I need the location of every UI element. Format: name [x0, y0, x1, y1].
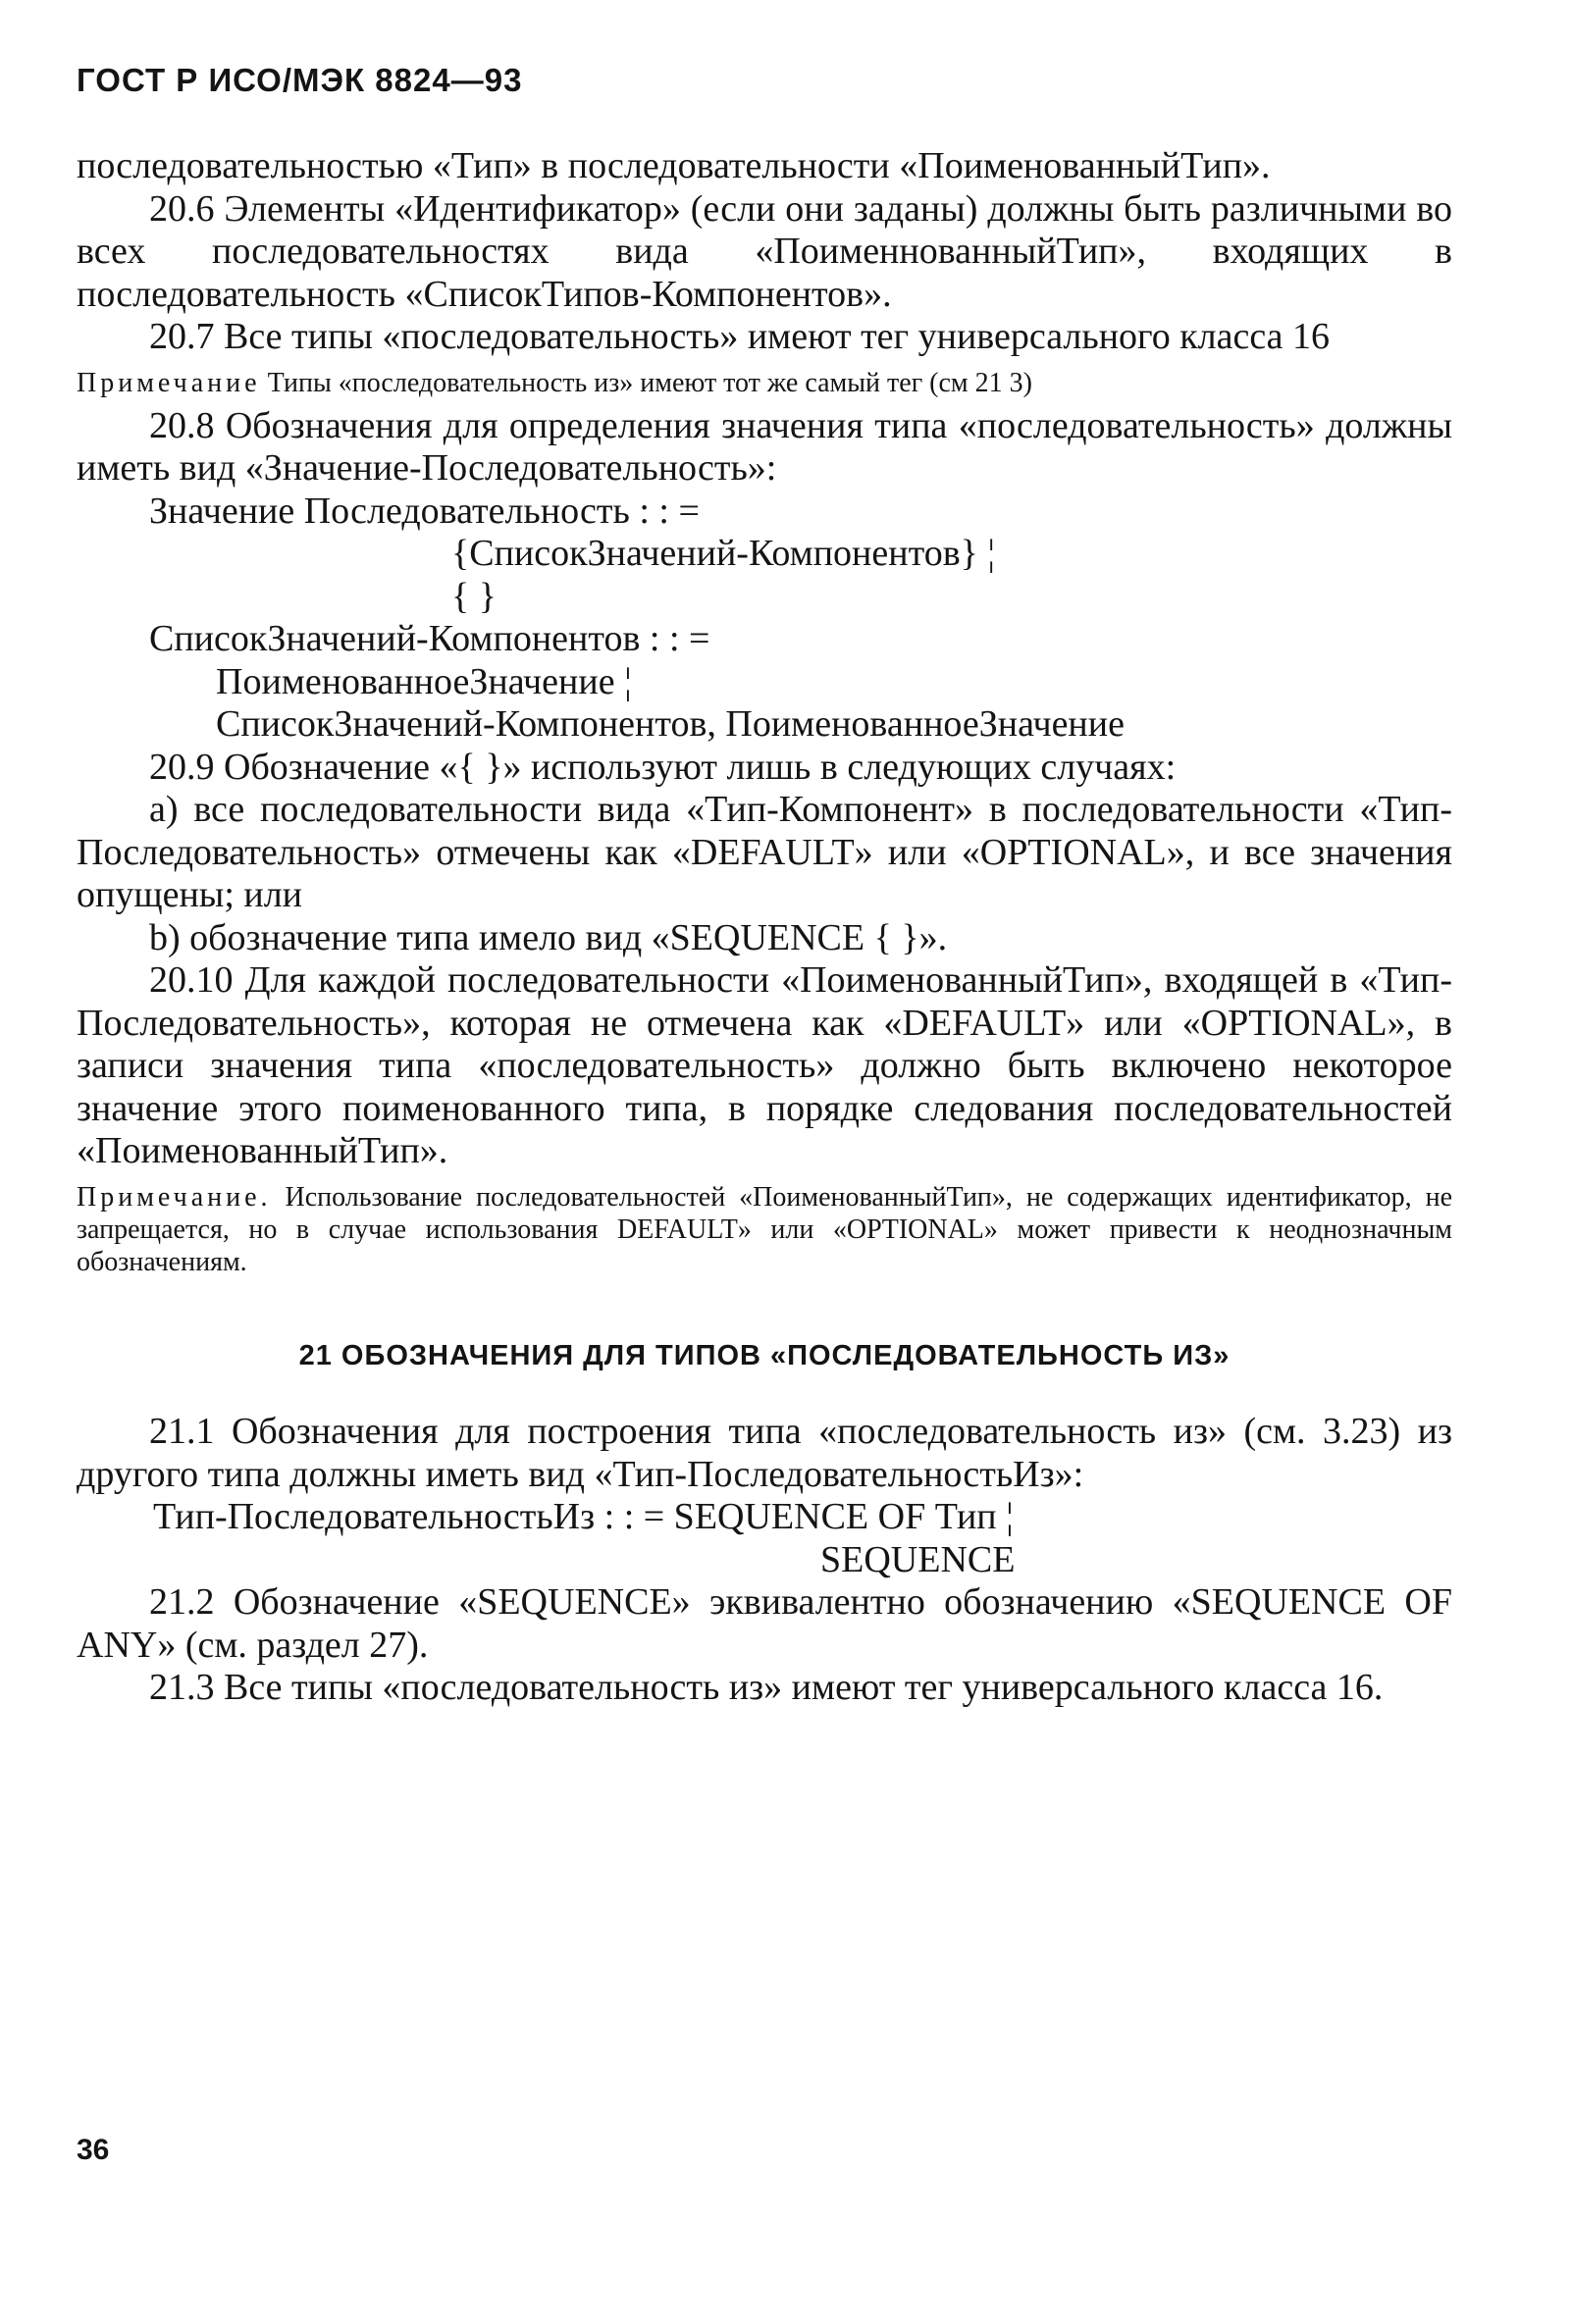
- note-2: [77, 1181, 1452, 1278]
- note-1: [77, 367, 1452, 399]
- formula-line: Тип-ПоследовательностьИз : : = SEQUENCE OF Тип ¦: [153, 1496, 1014, 1537]
- paragraph-20-7: 20.7 Все типы «последовательность» имеют тег универсального класса 16: [149, 316, 1331, 357]
- note-text: Использование последовательностей «ПоименованныйТип», не содержащих идентификатор, не запрещается, но в случае использования DEFAULT» или «OPTIONAL» может привести к неоднозначным обозначениям.: [77, 1181, 1452, 1277]
- document-page: [77, 61, 1452, 1710]
- list-item-a: а) все последовательности вида «Тип-Компонент» в последовательности «Тип-Последовательность» отмечены как «DEFAULT» или «OPTIONAL», и все значения опущены; или: [77, 789, 1452, 915]
- formula-line: { }: [451, 575, 497, 617]
- list-item-b: b) обозначение типа имело вид «SEQUENCE { }».: [149, 916, 948, 958]
- note-label: Примечание: [77, 367, 261, 398]
- paragraph-20-10: 20.10 Для каждой последовательности «ПоименованныйТип», входящей в «Тип-Последовательность», которая не отмечена как «DEFAULT» или «OPTIONAL», в записи значения типа «последовательность» должно быть включено некоторое значение этого поименованного типа, в порядке следования последовательностей «ПоименованныйТип».: [77, 959, 1452, 1171]
- note-text: Типы «последовательность из» имеют тот же самый тег (см 21 3): [260, 367, 1032, 398]
- formula-line: {СписокЗначений-Компонентов} ¦: [451, 533, 995, 574]
- formula-line: СписокЗначений-Компонентов : : =: [149, 618, 710, 659]
- formula-sequence-of: [77, 1496, 1452, 1581]
- page-number: 36: [77, 2134, 110, 2166]
- note-label: Примечание.: [77, 1181, 272, 1213]
- paragraph-20-6: 20.6 Элементы «Идентификатор» (если они заданы) должны быть различными во всех последовательностях вида «ПоименнованныйТип», входящих в последовательность «СписокТипов-Компонентов».: [77, 187, 1452, 315]
- paragraph-21-3: 21.3 Все типы «последовательность из» имеют тег универсального класса 16.: [149, 1667, 1384, 1708]
- formula-line: Значение Последовательность : : =: [149, 490, 700, 532]
- section-heading-21: 21 ОБОЗНАЧЕНИЯ ДЛЯ ТИПОВ «ПОСЛЕДОВАТЕЛЬНОСТЬ ИЗ»: [298, 1339, 1231, 1371]
- paragraph-21-2: 21.2 Обозначение «SEQUENCE» эквивалентно обозначению «SEQUENCE OF ANY» (см. раздел 27).: [77, 1581, 1452, 1666]
- paragraph-21-1: 21.1 Обозначения для построения типа «последовательность из» (см. 3.23) из другого типа должны иметь вид «Тип-ПоследовательностьИз»:: [77, 1411, 1452, 1495]
- paragraph-continuation: последовательностью «Тип» в последовательности «ПоименованныйТип».: [77, 145, 1271, 186]
- standard-header: ГОСТ Р ИСО/МЭК 8824—93: [77, 62, 523, 98]
- formula-line: SEQUENCE: [820, 1538, 1016, 1580]
- paragraph-20-9: 20.9 Обозначение «{ }» используют лишь в следующих случаях:: [149, 746, 1177, 788]
- formula-line: СписокЗначений-Компонентов, ПоименованноеЗначение: [216, 703, 1125, 745]
- paragraph-20-8: 20.8 Обозначения для определения значения типа «последовательность» должны иметь вид «Значение-Последовательность»:: [77, 404, 1452, 489]
- formula-line: ПоименованноеЗначение ¦: [216, 660, 632, 702]
- formula-sequence-value: [77, 491, 1452, 747]
